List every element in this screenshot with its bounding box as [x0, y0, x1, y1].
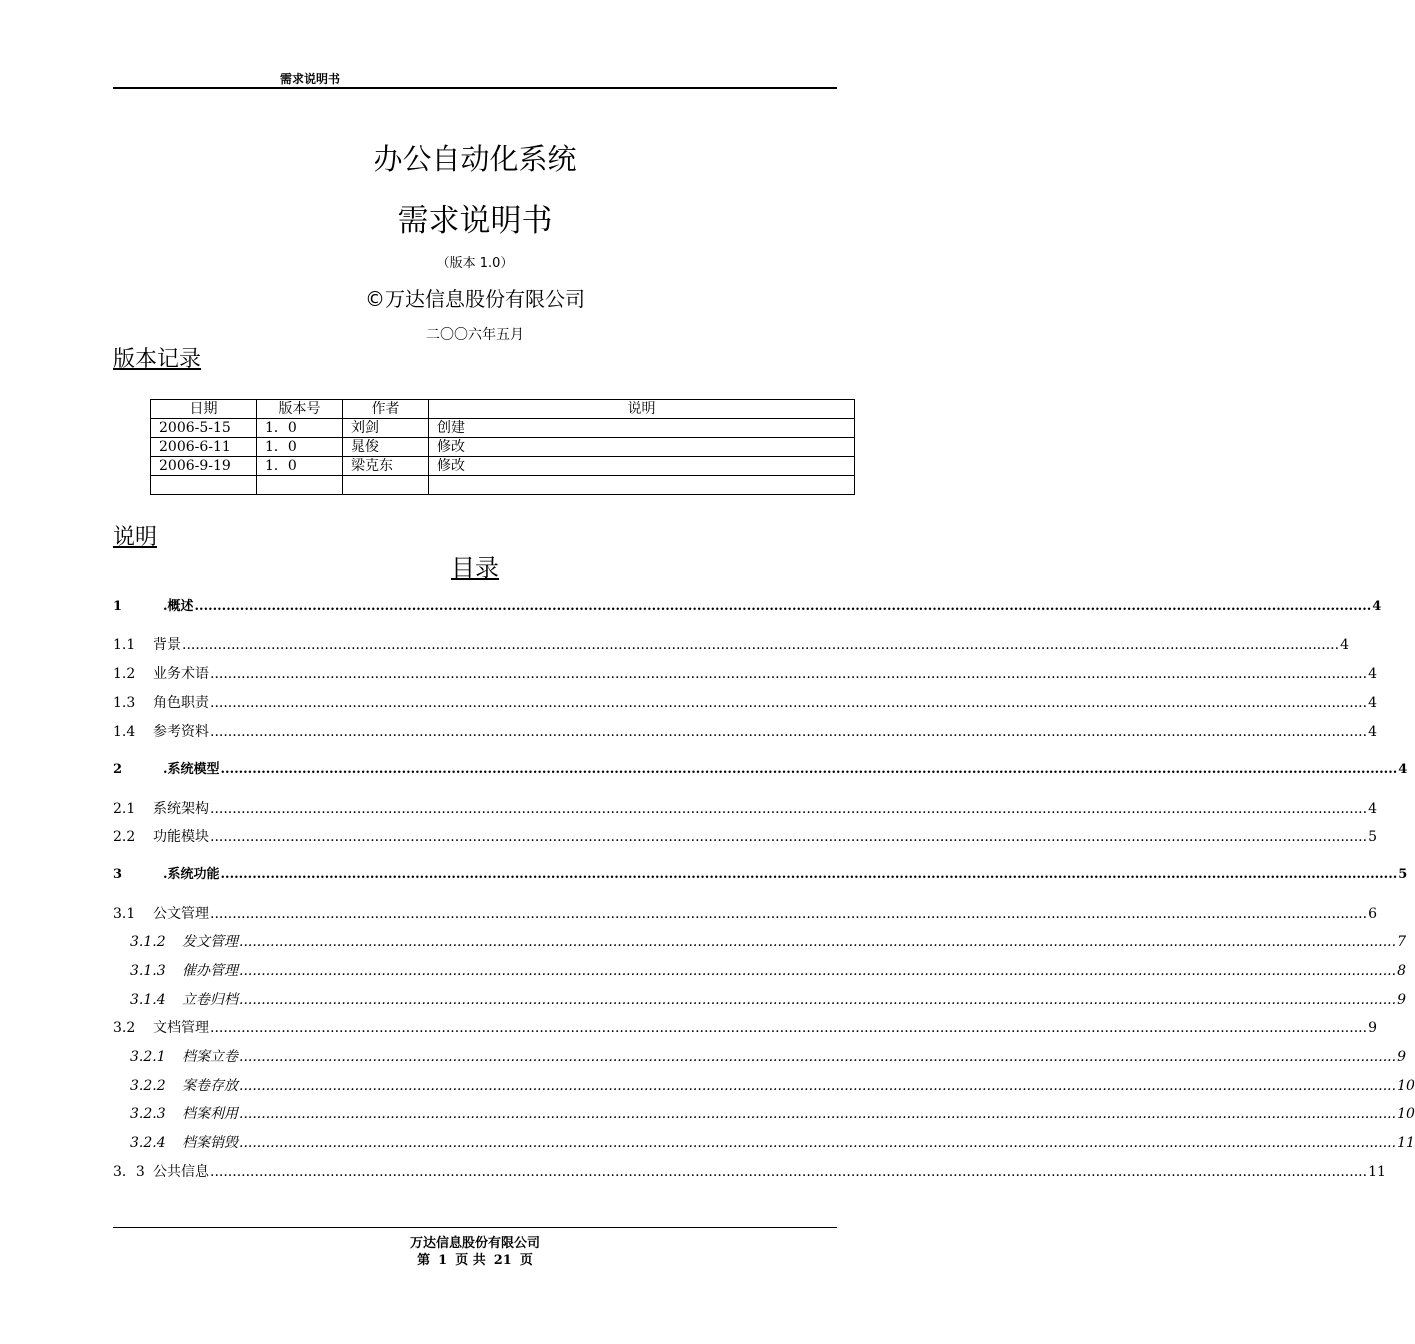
company-line: ©万达信息股份有限公司 [365, 287, 585, 311]
col-version: 版本号 [257, 400, 343, 419]
footer-company: 万达信息股份有限公司 [409, 1236, 540, 1251]
toc-number: 2.2 [113, 829, 136, 845]
date-line: 二〇〇六年五月 [426, 327, 524, 343]
toc-label: 参考资料 [153, 724, 209, 740]
toc-leader: .................................................................................................................................................................................................................................................................... [239, 1078, 1397, 1094]
cell-version: 1．0 [257, 419, 343, 438]
table-row [151, 457, 855, 476]
toc-label: 立卷归档 [182, 992, 238, 1008]
toc-entry[interactable] [130, 1104, 1415, 1124]
toc-entry[interactable] [113, 722, 1377, 742]
toc-leader: .................................................................................................................................................................................................................................................................... [210, 1020, 1368, 1036]
toc-label: .系统模型 [163, 762, 220, 777]
toc-leader: .................................................................................................................................................................................................................................................................... [220, 867, 1398, 882]
toc-page: 9 [1368, 1020, 1377, 1036]
toc-title [0, 548, 950, 583]
toc-page: 8 [1397, 963, 1406, 979]
cell-description: 修改 [429, 438, 855, 457]
cell-description: 创建 [429, 419, 855, 438]
toc-entry[interactable] [113, 904, 1377, 924]
toc-page: 4 [1340, 637, 1349, 653]
cell-date: 2006-9-19 [151, 457, 257, 476]
toc-leader: .................................................................................................................................................................................................................................................................... [220, 762, 1398, 777]
toc-leader: .................................................................................................................................................................................................................................................................... [182, 637, 1340, 653]
toc-page: 11 [1397, 1135, 1415, 1151]
toc-number: 3.2 [113, 1020, 136, 1036]
toc-number: 2 [113, 762, 123, 777]
toc-entry[interactable] [130, 932, 1406, 952]
toc-leader: .................................................................................................................................................................................................................................................................... [239, 1135, 1397, 1151]
explain-heading: 说明 [113, 525, 158, 550]
col-description: 说明 [429, 400, 855, 419]
cell-description [429, 476, 855, 495]
toc-number: 3.2.3 [130, 1106, 166, 1122]
footer-page-number [0, 1249, 950, 1268]
toc-entry[interactable] [113, 693, 1377, 713]
toc-number: 3 [113, 867, 123, 882]
toc-label: .概述 [163, 599, 194, 614]
toc-label: 公文管理 [153, 906, 209, 922]
table-row [151, 476, 855, 495]
toc-page: 4 [1368, 695, 1377, 711]
toc-number: 3.2.4 [130, 1135, 166, 1151]
toc-entry[interactable] [113, 635, 1349, 655]
revision-table-header [151, 400, 855, 419]
cell-date [151, 476, 257, 495]
toc-number: 3.2.1 [130, 1049, 166, 1065]
revision-heading: 版本记录 [113, 347, 202, 372]
cell-version: 1．0 [257, 457, 343, 476]
revision-table [150, 399, 855, 495]
page-current: 1 [438, 1253, 448, 1268]
toc-page: 4 [1368, 801, 1377, 817]
toc-page: 6 [1368, 906, 1377, 922]
toc-label: 角色职责 [153, 695, 209, 711]
toc-entry[interactable] [113, 1162, 1386, 1182]
toc-label: 系统架构 [153, 801, 209, 817]
toc-leader: .................................................................................................................................................................................................................................................................... [210, 724, 1368, 740]
toc-entry[interactable] [130, 1076, 1415, 1096]
cell-author: 刘剑 [343, 419, 429, 438]
toc-number: 3.1.4 [130, 992, 166, 1008]
toc-label: 档案销毁 [182, 1135, 238, 1151]
toc-title-text: 目录 [451, 554, 499, 582]
toc-leader: .................................................................................................................................................................................................................................................................... [210, 801, 1368, 817]
toc-label: 档案立卷 [182, 1049, 238, 1065]
toc-leader: .................................................................................................................................................................................................................................................................... [210, 829, 1368, 845]
toc-label: 功能模块 [153, 829, 209, 845]
toc-leader: .................................................................................................................................................................................................................................................................... [210, 1164, 1368, 1180]
cell-author [343, 476, 429, 495]
cell-version: 1．0 [257, 438, 343, 457]
toc-number: 2.1 [113, 801, 136, 817]
toc-number: 3.1 [113, 906, 136, 922]
toc-leader: .................................................................................................................................................................................................................................................................... [239, 1049, 1397, 1065]
toc-label: .系统功能 [163, 867, 220, 882]
toc-leader: .................................................................................................................................................................................................................................................................... [239, 963, 1397, 979]
toc-label: 案卷存放 [182, 1078, 238, 1094]
toc-label: 公共信息 [153, 1164, 209, 1180]
toc-number: 1 [113, 599, 123, 614]
toc-page: 7 [1397, 934, 1406, 950]
version-line: （版本 1.0） [436, 256, 514, 271]
cell-author: 晁俊 [343, 438, 429, 457]
toc-page: 4 [1372, 599, 1382, 614]
toc-number: 3.1.2 [130, 934, 166, 950]
toc-label: 背景 [153, 637, 181, 653]
toc-page: 4 [1398, 762, 1408, 777]
toc-page: 4 [1368, 666, 1377, 682]
col-date: 日期 [151, 400, 257, 419]
toc-entry[interactable] [130, 1133, 1415, 1153]
toc-page: 4 [1368, 724, 1377, 740]
toc-number: 3．3 [113, 1164, 145, 1180]
page-suffix: 页 [519, 1253, 533, 1268]
document-title: 办公自动化系统 [373, 142, 577, 176]
toc-label: 业务术语 [153, 666, 209, 682]
toc-page: 5 [1368, 829, 1377, 845]
toc-label: 发文管理 [182, 934, 238, 950]
table-row [151, 438, 855, 457]
page-prefix: 第 [417, 1253, 431, 1268]
cell-date: 2006-5-15 [151, 419, 257, 438]
header-rule [113, 87, 837, 89]
toc-label: 档案利用 [182, 1106, 238, 1122]
document-subtitle: 需求说明书 [397, 203, 553, 239]
toc-number: 1.1 [113, 637, 136, 653]
toc-number: 1.3 [113, 695, 136, 711]
col-author: 作者 [343, 400, 429, 419]
toc-label: 催办管理 [182, 963, 238, 979]
page-header-title: 需求说明书 [280, 72, 341, 86]
toc-entry[interactable] [130, 961, 1406, 981]
toc-page: 11 [1368, 1164, 1386, 1180]
toc-entry[interactable] [130, 990, 1406, 1010]
toc-entry[interactable] [113, 1018, 1377, 1038]
page-mid: 页 共 [455, 1253, 486, 1268]
toc-leader: .................................................................................................................................................................................................................................................................... [210, 906, 1368, 922]
toc-entry[interactable] [113, 865, 1408, 885]
toc-page: 5 [1398, 867, 1408, 882]
toc-entry[interactable] [113, 827, 1377, 847]
footer-rule [113, 1227, 837, 1228]
table-row [151, 419, 855, 438]
toc-leader: .................................................................................................................................................................................................................................................................... [210, 695, 1368, 711]
cell-date: 2006-6-11 [151, 438, 257, 457]
toc-entry[interactable] [113, 799, 1377, 819]
page-total: 21 [493, 1253, 512, 1268]
cell-version [257, 476, 343, 495]
cell-description: 修改 [429, 457, 855, 476]
toc-entry[interactable] [130, 1047, 1406, 1067]
toc-page: 10 [1397, 1078, 1415, 1094]
cell-author: 梁克东 [343, 457, 429, 476]
toc-page: 9 [1397, 992, 1406, 1008]
toc-entry[interactable] [113, 760, 1408, 780]
toc-number: 3.1.3 [130, 963, 166, 979]
toc-leader: .................................................................................................................................................................................................................................................................... [239, 1106, 1397, 1122]
toc-page: 10 [1397, 1106, 1415, 1122]
toc-number: 1.2 [113, 666, 136, 682]
toc-leader: .................................................................................................................................................................................................................................................................... [239, 992, 1397, 1008]
toc-entry[interactable] [113, 597, 1382, 617]
toc-leader: .................................................................................................................................................................................................................................................................... [210, 666, 1368, 682]
toc-page: 9 [1397, 1049, 1406, 1065]
toc-number: 3.2.2 [130, 1078, 166, 1094]
toc-entry[interactable] [113, 664, 1377, 684]
toc-leader: .................................................................................................................................................................................................................................................................... [194, 599, 1372, 614]
toc-label: 文档管理 [153, 1020, 209, 1036]
toc-number: 1.4 [113, 724, 136, 740]
toc-leader: .................................................................................................................................................................................................................................................................... [239, 934, 1397, 950]
